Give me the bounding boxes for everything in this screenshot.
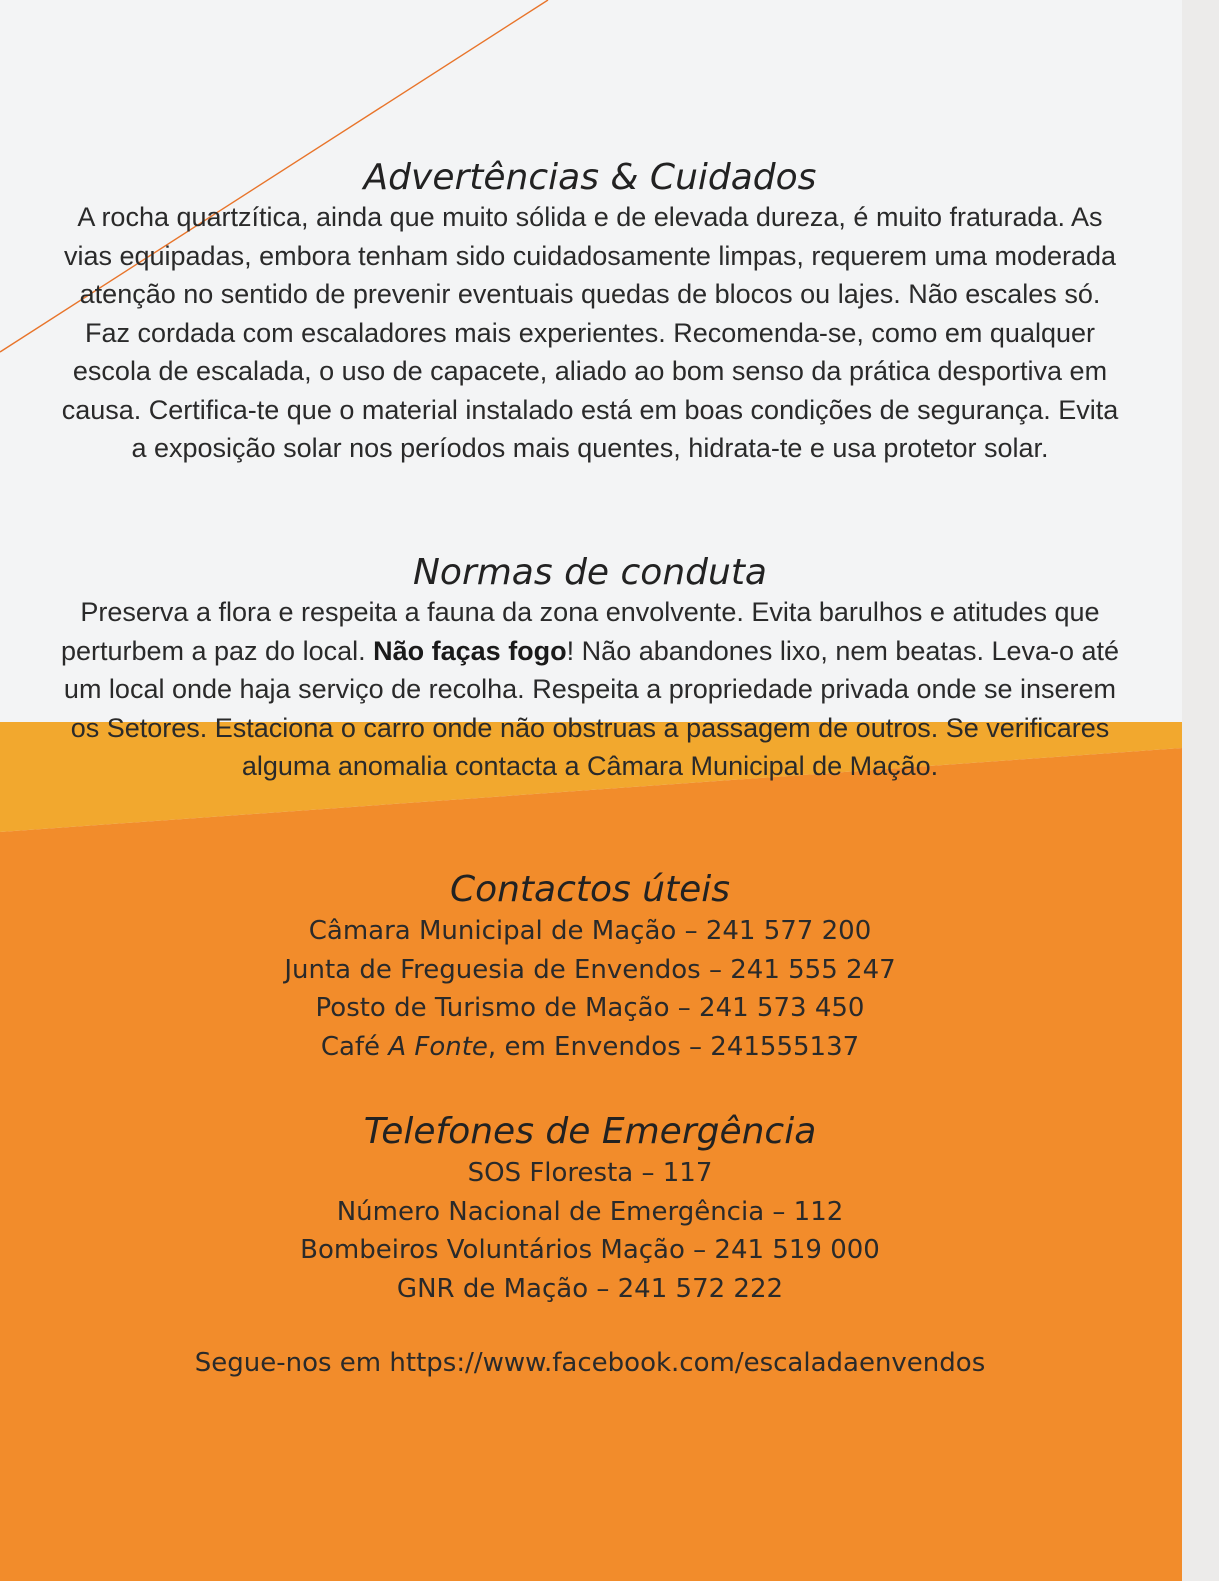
emergencia-list: [60, 1154, 1120, 1308]
normas-text-part2: ! Não abandones lixo, nem beatas. Leva-o até um local onde haja serviço de recolha. Respeita a propriedade privada onde se inserem os Setores. Estaciona o carro onde não obstruas a passagem de outros. Se verificares alguma anomalia contacta a Câmara Municipal de Mação.: [63, 635, 1120, 781]
emergencia-section: [60, 1110, 1120, 1308]
right-edge-strip: [1182, 0, 1219, 1581]
emergencia-title: Telefones de Emergência: [363, 1111, 817, 1152]
advertencias-section: [60, 156, 1120, 468]
normas-text: [60, 593, 1120, 786]
contact-item: Junta de Freguesia de Envendos – 241 555 247: [284, 954, 896, 985]
social-label: Segue-nos em: [194, 1348, 390, 1378]
contact-item-cafe: [60, 1028, 1120, 1067]
emergency-item: Número Nacional de Emergência – 112: [336, 1196, 844, 1227]
emergency-item: SOS Floresta – 117: [467, 1158, 713, 1188]
contactos-title: Contactos úteis: [449, 869, 731, 910]
normas-bold-warning: Não faças fogo: [373, 635, 567, 666]
contactos-list: [60, 912, 1120, 1066]
emergency-item: GNR de Mação – 241 572 222: [396, 1273, 784, 1304]
contactos-section: [60, 868, 1120, 1066]
normas-title: Normas de conduta: [412, 552, 767, 593]
normas-section: [60, 551, 1120, 786]
social-follow: [60, 1348, 1120, 1378]
advertencias-title: Advertências & Cuidados: [363, 157, 817, 198]
contact-item: Posto de Turismo de Mação – 241 573 450: [315, 993, 865, 1023]
normas-text-part1: Preserva a flora e respeita a fauna da zona envolvente. Evita barulhos e atitudes que perturbem a paz do local.: [60, 597, 1100, 666]
advertencias-text: A rocha quartzítica, ainda que muito sólida e de elevada dureza, é muito fraturada. As vias equipadas, embora tenham sido cuidadosamente limpas, requerem uma moderada atenção no sentido de prevenir eventuais quedas de blocos ou lajes. Não escales só. Faz cordada com escaladores mais experientes. Recomenda-se, como em qualquer escola de escalada, o uso de capacete, aliado ao bom senso da prática desportiva em causa. Certifica-te que o material instalado está em boas condições de segurança. Evita a exposição solar nos períodos mais quentes, hidrata-te e usa protetor solar.: [61, 202, 1119, 463]
facebook-link[interactable]: https://www.facebook.com/escaladaenvendos: [389, 1348, 986, 1378]
cafe-name: A Fonte: [388, 1031, 488, 1062]
contact-item: Câmara Municipal de Mação – 241 577 200: [308, 916, 872, 946]
cafe-suffix: , em Envendos – 241555137: [487, 1031, 860, 1062]
emergency-item: Bombeiros Voluntários Mação – 241 519 000: [300, 1235, 880, 1265]
cafe-prefix: Café: [320, 1031, 389, 1062]
